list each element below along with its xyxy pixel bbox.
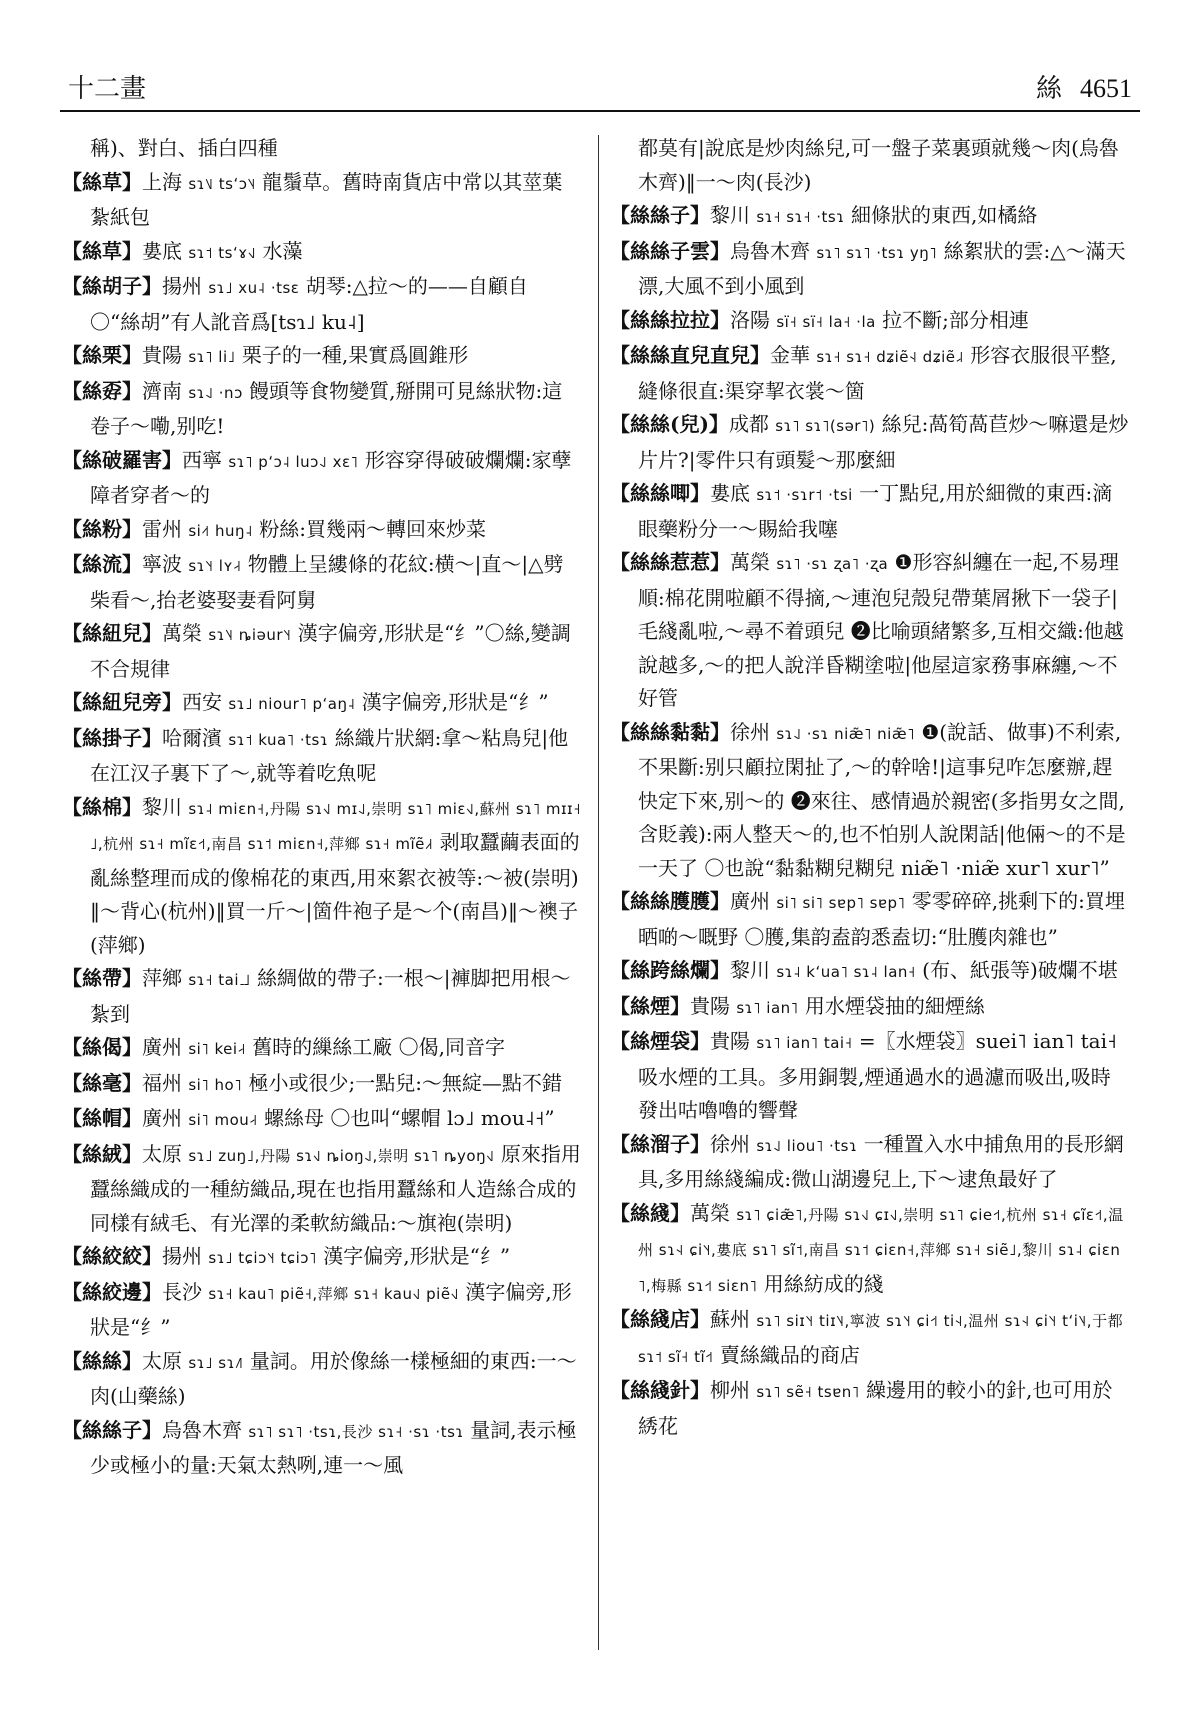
entry-location: 上海	[142, 169, 182, 194]
dictionary-entry	[62, 339, 582, 375]
entry-location: 成都	[728, 412, 769, 436]
entry-headword: 【絲絨】	[62, 1141, 142, 1166]
entry-definition: 栗子的一種,果實爲圓錐形	[241, 343, 469, 367]
entry-pronunciation: sɿ˥˩ tsʻɔ˥˨	[188, 174, 256, 193]
entry-pronunciation: sɿ˧ sɿ˧ dʑiẽ˧˨ dʑiẽ˩˨	[816, 348, 964, 366]
entry-pronunciation: sɿ˨ miɛn˧,丹陽 sɿ˧˩ mɪ˨˩,崇明 sɿ˥ miɛ˧˩,蘇州 sɿ˥ mɪɪ˧˩,杭州 sɿ˧ mĩɛ˧˦,南昌 sɿ˦ miɛn˧,萍鄉 sɿ˧ mĩẽ˩˧	[90, 799, 582, 853]
entry-location: 福州	[142, 1070, 182, 1095]
entry-location: 揚州	[162, 1244, 202, 1268]
entry-location: 廣州	[730, 889, 770, 913]
entry-pronunciation: sɿ˥˧ lʏ˨˧	[188, 557, 242, 575]
entry-definition: 水藻	[262, 238, 303, 263]
dictionary-entry	[62, 617, 582, 686]
dictionary-entry	[610, 885, 1130, 954]
entry-location: 寧波	[142, 552, 182, 576]
dictionary-entry	[62, 444, 582, 513]
entry-pronunciation: si˥ kei˨˧	[188, 1040, 246, 1058]
entry-pronunciation: si˨˦ huŋ˨	[188, 521, 253, 540]
entry-pronunciation: sɿ˩ xu˨ ·tsɛ	[208, 279, 300, 297]
dictionary-entry	[62, 1031, 582, 1067]
entry-pronunciation: sɿ˧ tai˩˩	[188, 971, 251, 989]
dictionary-entry	[610, 1374, 1130, 1443]
dictionary-entry	[62, 962, 582, 1031]
entry-pronunciation: sɿ˩ sɿ˩˥	[188, 1353, 244, 1372]
dictionary-entry	[610, 716, 1130, 886]
entry-pronunciation: sɿ˦ tsʻɤ˧˩	[188, 243, 257, 262]
entry-pronunciation: sɿ˥ ian˥	[736, 998, 799, 1017]
dictionary-entry	[62, 1414, 582, 1483]
dictionary-entry	[62, 132, 582, 166]
entry-headword: 【絲掛子】	[62, 725, 162, 750]
entry-location: 徐州	[710, 1131, 750, 1156]
entry-definition: 形容穿得破破爛爛:家孽障者穿者～的	[90, 447, 572, 507]
entry-headword: 【絲絲子】	[610, 203, 710, 227]
entry-headword: 【絲帽】	[62, 1106, 142, 1130]
dictionary-entry	[610, 954, 1130, 990]
entry-definition: 漢字偏旁,形狀是“纟”〇絲,變調不合規律	[90, 621, 571, 681]
entry-continuation: 稱)、對白、插白四種	[90, 136, 278, 160]
entry-definition: 絲織片狀網:拿～粘鳥兒|他在江汉子裏下了～,就等着吃魚呢	[90, 725, 569, 785]
dictionary-entry	[610, 477, 1130, 546]
entry-definition: 漢字偏旁,形狀是“纟”	[90, 1279, 572, 1339]
dictionary-entry	[62, 235, 582, 271]
entry-definition: 一種置入水中捕魚用的長形網具,多用絲綫編成:微山湖邊兒上,下～逮魚最好了	[638, 1131, 1124, 1191]
entry-location: 貴陽	[710, 1029, 750, 1053]
entry-headword: 【絲絞絞】	[62, 1244, 162, 1268]
entry-pronunciation: sɿ˥ ɕiæ̃˥,丹陽 sɿ˧˩ ɕɪ˧˩,崇明 sɿ˥ ɕie˧˦,杭州 sɿ˧ ɕĩɛ˧˦,温州 sɿ˧˨ ɕi˥˧,婁底 sɿ˥ sĩ˦,南昌 sɿ˦ ɕiɛn˧,萍鄉 sɿ˧ siẽ˩,黎川 sɿ˨ ɕiɛn˥,梅縣 sɿ˧˦ siɛn˥	[638, 1205, 1124, 1295]
entry-definition: 龍鬚草。舊時南貨店中常以其莖葉紮紙包	[90, 169, 563, 229]
entry-location: 黎川	[710, 203, 750, 227]
entry-headword: 【絲毫】	[62, 1070, 142, 1095]
entry-headword: 【絲絲黏黏】	[610, 719, 730, 744]
entry-pronunciation: sɿ˥ sẽ˧ tsɐn˥	[756, 1383, 860, 1401]
entry-headword: 【絲紐兒旁】	[62, 690, 182, 714]
entry-location: 洛陽	[730, 307, 770, 332]
entry-headword: 【絲綫店】	[610, 1307, 710, 1331]
dictionary-entry	[610, 546, 1130, 716]
dictionary-entry	[610, 1025, 1130, 1128]
entry-definition: 漢字偏旁,形狀是“纟”	[361, 690, 549, 714]
dictionary-entry	[62, 375, 582, 444]
entry-pronunciation: sɿ˥ siɪ˥˧ tiɪ˥˨,寧波 sɿ˥˧ ɕi˧˦ ti˧˨,温州 sɿ˧˨ ɕi˥˧ tʻi˥˨,于都 sɿ˦ sĩ˧ tĩ˧˦	[638, 1312, 1124, 1366]
entry-definition: 極小或很少;一點兒:～無綻—點不錯	[248, 1070, 562, 1095]
entry-location: 萍鄉	[142, 966, 182, 990]
entry-definition: 螺絲母 〇也叫“螺帽 lɔ˩ mou˨˧”	[264, 1106, 555, 1130]
page-header	[60, 60, 1140, 112]
page-number: 4651	[1080, 74, 1132, 103]
entry-pronunciation: sɿ˩ tɕiɔ˥˧ tɕiɔ˥	[208, 1249, 317, 1267]
dictionary-entry	[610, 339, 1130, 408]
entry-definition: 繰邊用的較小的針,也可用於綉花	[638, 1378, 1113, 1438]
section-label: 十二畫	[68, 74, 147, 104]
entry-pronunciation: sɿ˥ li˩	[188, 348, 236, 366]
entry-pronunciation: sɿ˥ sɿ˥(sər˥)	[775, 417, 876, 435]
entry-location: 萬榮	[162, 621, 202, 645]
entry-definition: 絲絮狀的雲:△～滿天漂,大風不到小風到	[638, 238, 1126, 298]
entry-pronunciation: sɿ˨ kʻua˥ sɿ˨ lan˧	[776, 963, 916, 981]
entry-pronunciation: sɿ˥ pʻɔ˨ luɔ˨˩ xɛ˥	[228, 452, 359, 471]
page-title	[1036, 68, 1132, 105]
entry-definition: 賣絲織品的商店	[719, 1342, 860, 1367]
entry-location: 哈爾濱	[162, 725, 222, 750]
entry-pronunciation: sɿ˨˩ ·sɿ niæ̃˥ niæ̃˥	[776, 724, 915, 743]
dictionary-entry	[610, 304, 1130, 340]
entry-location: 柳州	[710, 1378, 750, 1402]
entry-headword: 【絲粉】	[62, 516, 142, 541]
entry-location: 烏魯木齊	[162, 1417, 242, 1442]
entry-definition: 形容衣服很平整,縫條很直:渠穿挈衣裳～箇	[638, 343, 1117, 403]
entry-headword: 【絲綫】	[610, 1200, 690, 1225]
entry-location: 萬榮	[690, 1200, 730, 1225]
entry-pronunciation: sɿ˩ niour˥ pʻaŋ˨	[228, 695, 356, 713]
entry-pronunciation: sɿ˥ sɿ˥ ·tsɿ,長沙 sɿ˧ ·sɿ ·tsɿ	[248, 1422, 464, 1441]
entry-location: 婁底	[710, 481, 750, 505]
entry-headword: 【絲絲子雲】	[610, 238, 730, 263]
entry-location: 廣州	[142, 1106, 182, 1130]
entry-location: 揚州	[162, 274, 202, 298]
entry-headword: 【絲絲臒臒】	[610, 889, 730, 913]
entry-definition: 用絲紡成的綫	[763, 1271, 884, 1296]
entry-pronunciation: si˥ ho˥	[188, 1075, 243, 1094]
entry-location: 西寧	[182, 447, 222, 472]
entry-headword: 【絲絞邊】	[62, 1279, 162, 1304]
entry-pronunciation: sɿ˩ zuŋ˩,丹陽 sɿ˧˩ ȵioŋ˨˩,崇明 sɿ˥ ȵyoŋ˧˩	[188, 1146, 495, 1165]
entry-definition: 粉絲:買幾兩～轉回來炒菜	[259, 516, 487, 541]
entry-headword: 【絲煙】	[610, 993, 690, 1018]
entry-location: 西安	[182, 690, 222, 714]
entry-definition: 漢字偏旁,形狀是“纟”	[323, 1244, 511, 1268]
entry-definition: 拉不斷;部分相連	[882, 307, 1029, 332]
entry-definition: 零零碎碎,挑剩下的:買埋晒啲～嘅野 〇臒,集韵盍韵悉盍切:“肚臒肉雜也”	[638, 889, 1125, 949]
entry-headword: 【絲偈】	[62, 1035, 142, 1059]
entry-definition: ❶形容糾纏在一起,不易理順:棉花開啦顧不得摘,～連泡兒殼兒帶葉屑揪下一袋子|毛綫亂啦,～尋不着頭兒 ❷比喻頭緒繁多,互相交織:他越說越多,～的把人說洋昏糊塗啦|他屋這家務事麻纏,～不好管	[638, 550, 1124, 710]
entry-definition: 用水煙袋抽的細煙絲	[804, 993, 985, 1018]
dictionary-entry	[610, 132, 1130, 199]
entry-headword: 【絲煙袋】	[610, 1029, 710, 1053]
entry-headword: 【絲絲子】	[62, 1417, 162, 1442]
dictionary-entry	[610, 1303, 1130, 1374]
entry-headword: 【絲溜子】	[610, 1131, 710, 1156]
dictionary-entry	[62, 686, 582, 722]
entry-headword: 【絲棉】	[62, 794, 142, 819]
entry-location: 烏魯木齊	[730, 238, 810, 263]
entry-location: 徐州	[730, 719, 770, 744]
entry-location: 太原	[142, 1141, 182, 1166]
entry-location: 濟南	[142, 378, 182, 403]
dictionary-entry	[62, 722, 582, 791]
dictionary-entry	[62, 791, 582, 963]
entry-headword: 【絲絲惹惹】	[610, 550, 730, 574]
entry-definition: (布、紙張等)破爛不堪	[922, 958, 1118, 982]
entry-definition: 一丁點兒,用於細微的東西:滴眼藥粉分一～賜給我噻	[638, 481, 1113, 541]
column-divider	[598, 135, 599, 1650]
dictionary-entry	[62, 1276, 582, 1345]
left-column	[62, 132, 582, 1483]
entry-headword: 【絲流】	[62, 552, 142, 576]
entry-definition: =〖水煙袋〗suei˥ ian˥ tai˧ 吸水煙的工具。多用銅製,煙通過水的過濾而吸出,吸時發出咕嚕嚕的響聲	[638, 1029, 1117, 1122]
entry-pronunciation: sɿ˥ sɿ˥ ·tsɿ yŋ˥	[816, 243, 938, 262]
entry-headword: 【絲草】	[62, 169, 142, 194]
entry-pronunciation: si˥ mou˨˧	[188, 1111, 258, 1129]
entry-pronunciation: sɿ˥ ·sɿ ʐa˥ ·ʐa	[776, 555, 889, 573]
entry-pronunciation: sɿ˧ sɿ˧ ·tsɿ	[756, 208, 845, 226]
dictionary-entry	[62, 1240, 582, 1276]
entry-definition: 量詞,表示極少或極小的量:天氣太熱咧,連一～風	[90, 1417, 577, 1477]
entry-definition: 物體上呈縷條的花紋:横～|直～|△劈柴看～,抬老婆娶妻看阿舅	[90, 552, 564, 612]
entry-definition: 絲兒:萵筍萵苣炒～嘛還是炒片片?|零件只有頭髮～那麼細	[638, 412, 1129, 472]
entry-location: 廣州	[142, 1035, 182, 1059]
entry-location: 萬榮	[730, 550, 770, 574]
entry-definition: ❶(說話、做事)不利索,不果斷:别只顧拉閑扯了,～的幹啥!|這事兒咋怎麼辦,趕快定下來,别～的 ❷來往、感情過於親密(多指男女之間,含貶義):兩人整天～的,也不怕别人說閑話|他倆～的不是一天了 〇也說“黏黏糊兒糊兒 niæ̃˥ ·niæ̃ xur˥ xur˥”	[638, 719, 1126, 880]
entry-headword: 【絲栗】	[62, 343, 142, 367]
entry-headword: 【絲胡子】	[62, 274, 162, 298]
entry-pronunciation: sɿ˥ ian˥ tai˧	[756, 1034, 853, 1052]
entry-pronunciation: sɿ˨˩ ·nɔ	[188, 383, 243, 402]
dictionary-entry	[610, 199, 1130, 235]
entry-location: 黎川	[730, 958, 770, 982]
entry-definition: 細條狀的東西,如橘絡	[851, 203, 1038, 227]
head-character: 絲	[1035, 74, 1062, 104]
entry-headword: 【絲絲直兒直兒】	[610, 343, 770, 367]
entry-headword: 【絲絲拉拉】	[610, 307, 730, 332]
dictionary-entry	[610, 1128, 1130, 1197]
entry-pronunciation: sɿ˦ kua˥ ·tsɿ	[228, 730, 329, 749]
right-column	[610, 132, 1130, 1443]
entry-definition: 量詞。用於像絲一樣極細的東西:一～肉(山藥絲)	[90, 1348, 577, 1408]
entry-headword: 【絲破羅害】	[62, 447, 182, 472]
entry-location: 貴陽	[690, 993, 730, 1018]
entry-location: 雷州	[142, 516, 182, 541]
dictionary-entry	[610, 1197, 1130, 1304]
entry-definition: 剥取蠶繭表面的亂絲整理而成的像棉花的東西,用來絮衣被等:～被(崇明)‖～背心(杭州)‖買一斤～|箇件袍子是～个(南昌)‖～襖子(萍鄉)	[90, 830, 580, 957]
entry-pronunciation: si˥ si˥ sɐp˥ sɐp˥	[776, 894, 906, 912]
entry-headword: 【絲絲(兒)】	[610, 412, 729, 436]
entry-location: 蘇州	[710, 1307, 750, 1331]
entry-definition: 原來指用蠶絲織成的一種紡織品,現在也指用蠶絲和人造絲合成的同樣有絨毛、有光澤的柔軟紡織品:～旗袍(崇明)	[90, 1141, 581, 1235]
entry-location: 黎川	[142, 794, 182, 819]
dictionary-entry	[610, 990, 1130, 1026]
entry-headword: 【絲紐兒】	[62, 621, 162, 645]
entry-headword: 【絲綫針】	[610, 1378, 710, 1402]
dictionary-entry	[610, 408, 1130, 477]
entry-headword: 【絲跨絲爛】	[610, 958, 730, 982]
dictionary-entry	[62, 513, 582, 549]
dictionary-entry	[62, 1345, 582, 1414]
entry-location: 太原	[142, 1348, 182, 1373]
entry-definition: 舊時的繅絲工廠 〇偈,同音字	[252, 1035, 506, 1059]
entry-pronunciation: sɿ˦ ·sɿr˦ ·tsi	[756, 486, 853, 504]
entry-pronunciation: sɿ˧ kau˥ piẽ˧,萍鄉 sɿ˧ kau˧˩ piẽ˧˩	[208, 1284, 459, 1303]
entry-continuation: 都莫有|說底是炒肉絲兒,可一盤子菜裏頭就幾～肉(烏魯木齊)‖一～肉(長沙)	[638, 136, 1119, 194]
entry-headword: 【絲孬】	[62, 378, 142, 403]
dictionary-entry	[62, 270, 582, 339]
entry-location: 金華	[770, 343, 810, 367]
entry-headword: 【絲帶】	[62, 966, 142, 990]
entry-location: 婁底	[142, 238, 182, 263]
dictionary-entry	[62, 1102, 582, 1138]
entry-definition: 胡琴:△拉～的——自顧自 〇“絲胡”有人訛音爲[tsɿ˩ ku˨]	[90, 274, 528, 334]
dictionary-entry	[62, 1138, 582, 1241]
dictionary-entry	[62, 166, 582, 235]
entry-location: 貴陽	[142, 343, 182, 367]
entry-headword: 【絲絲】	[62, 1348, 142, 1373]
entry-headword: 【絲絲唧】	[610, 481, 710, 505]
entry-pronunciation: sɿ˥˨ ȵiəur˥˧	[208, 626, 292, 644]
entry-location: 長沙	[162, 1279, 202, 1304]
entry-definition: 饅頭等食物變質,掰開可見絲狀物:這卷子～嘞,别吃!	[90, 378, 563, 438]
entry-pronunciation: sï˧ sï˧ la˧ ·la	[776, 312, 876, 331]
entry-headword: 【絲草】	[62, 238, 142, 263]
dictionary-entry	[62, 548, 582, 617]
entry-definition: 絲綢做的帶子:一根～|褲脚把用根～紮到	[90, 966, 571, 1026]
entry-pronunciation: sɿ˨˩ liou˥ ·tsɿ	[756, 1136, 858, 1155]
dictionary-entry	[62, 1067, 582, 1103]
dictionary-entry	[610, 235, 1130, 304]
